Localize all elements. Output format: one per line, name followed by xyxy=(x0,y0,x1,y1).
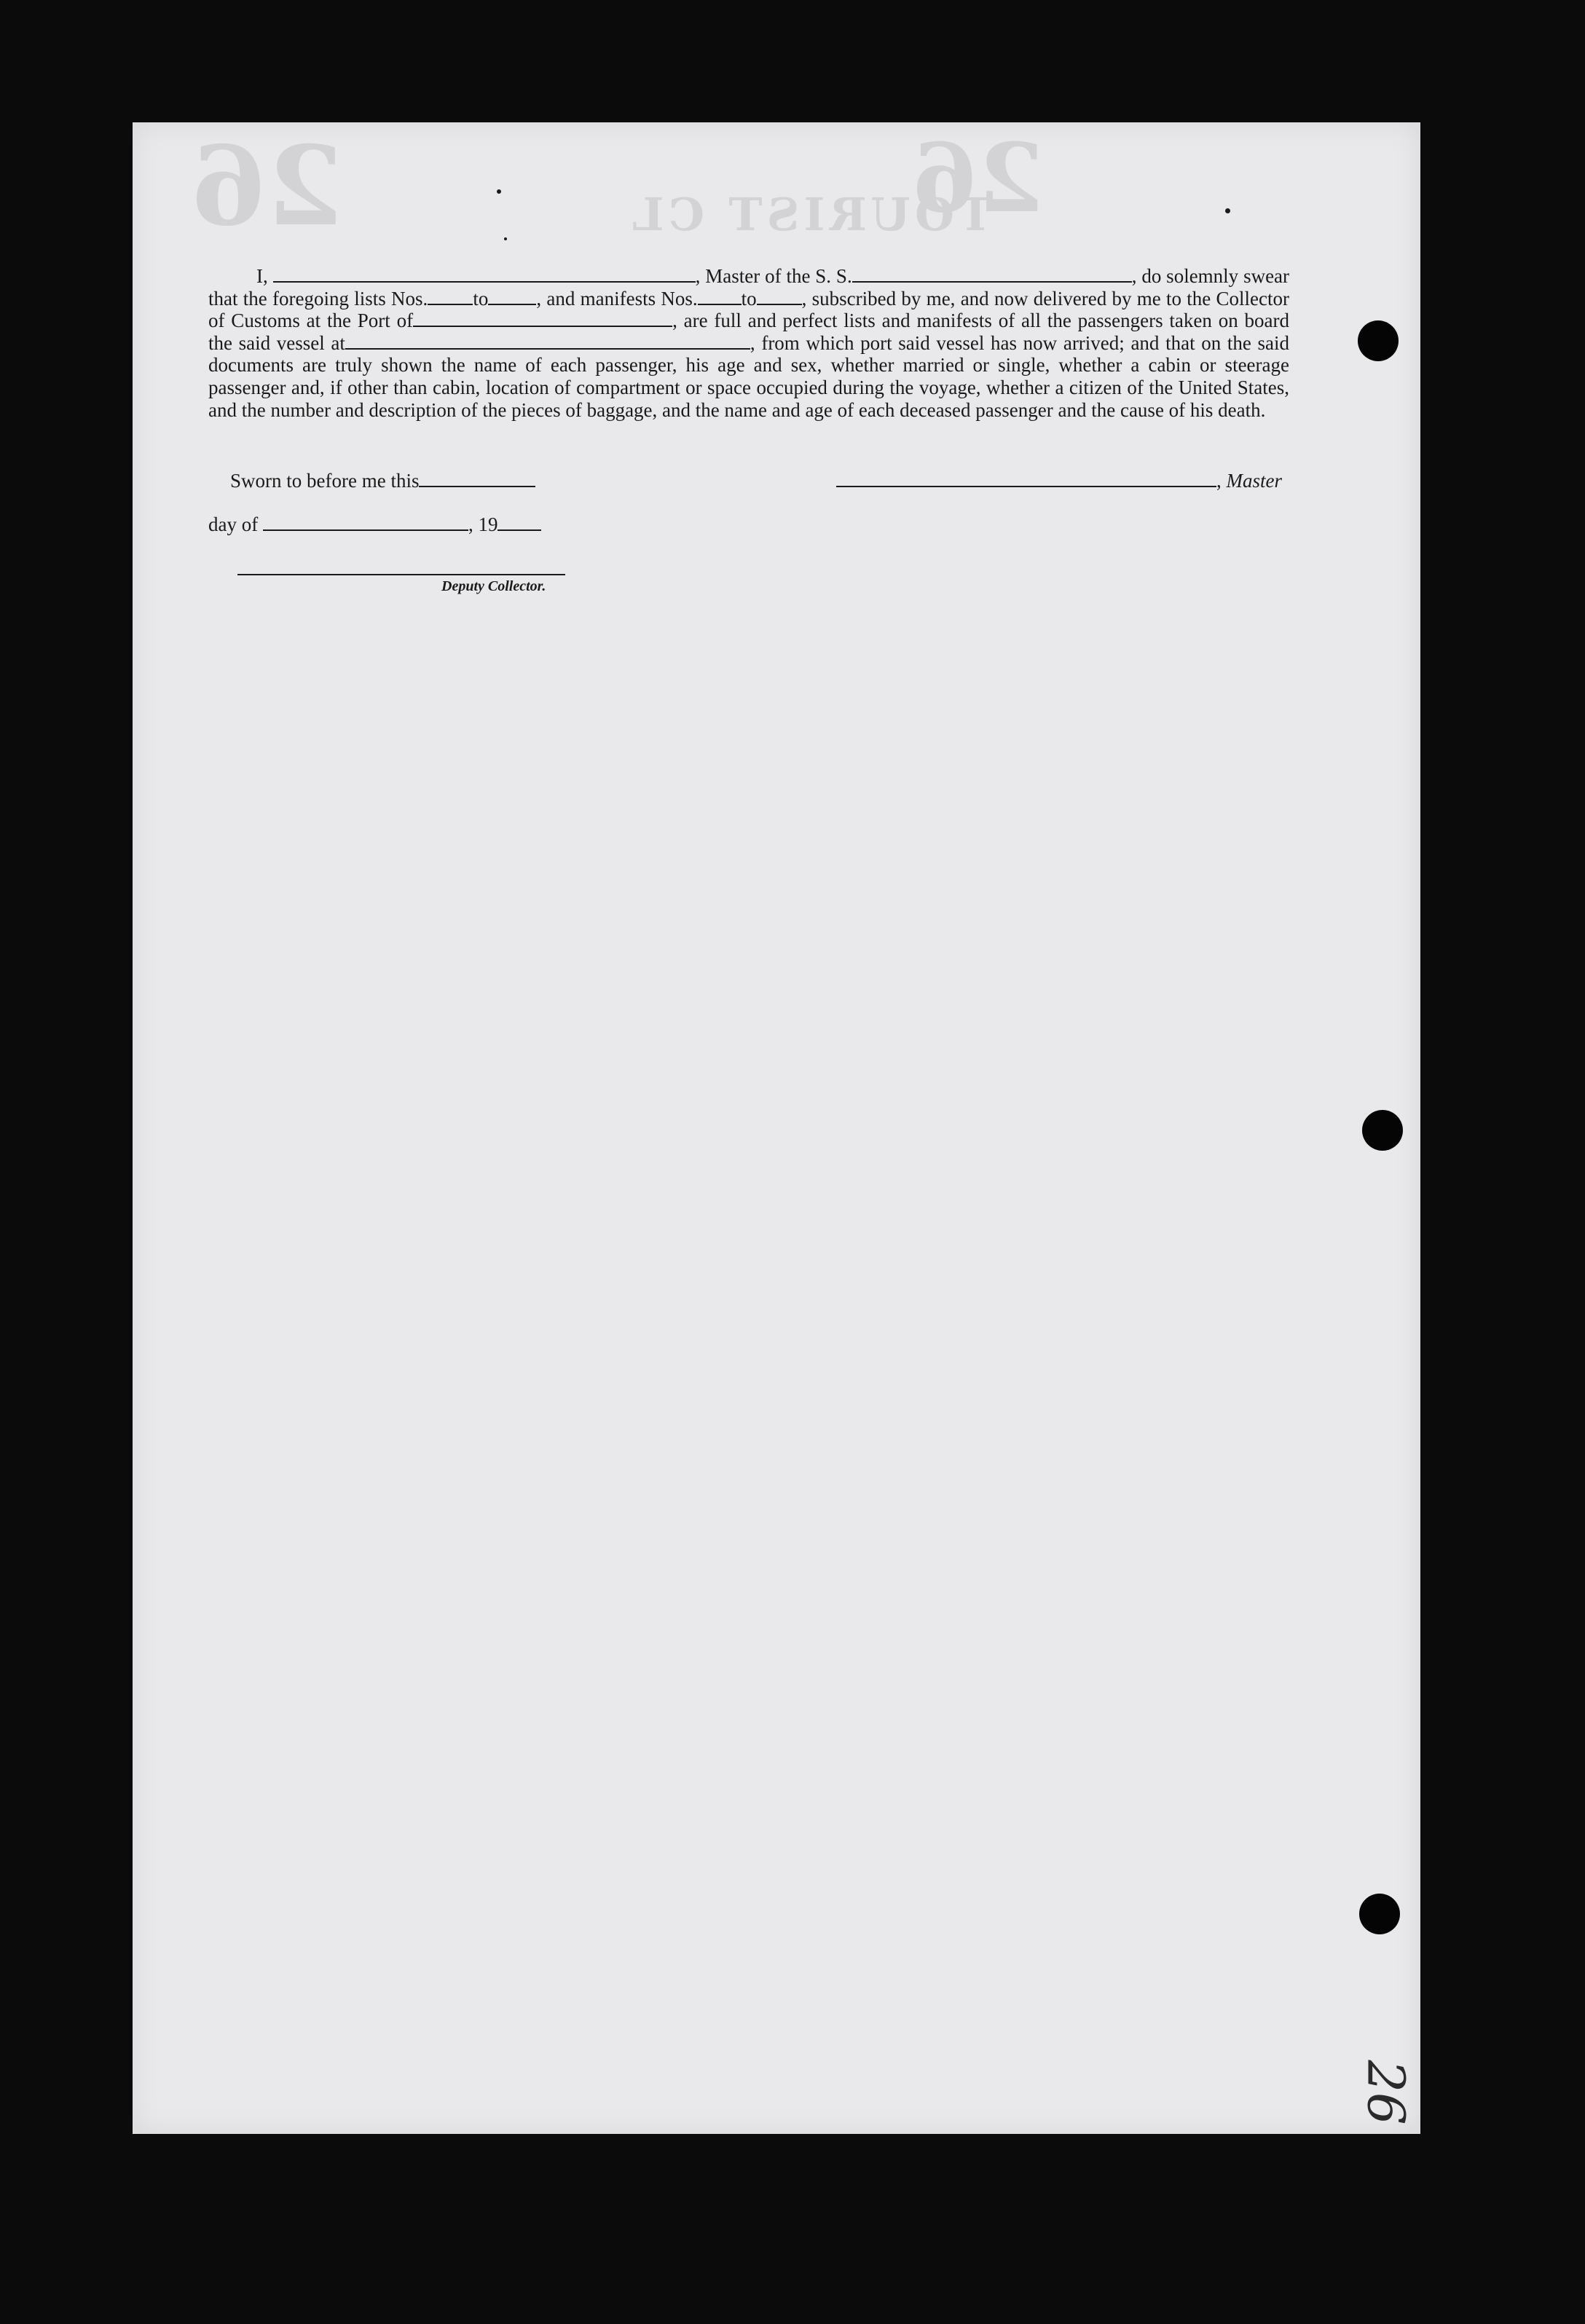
ink-speck xyxy=(504,237,507,240)
deputy-collector-label: Deputy Collector. xyxy=(441,578,546,594)
oath-text: , do solemnly xyxy=(1131,265,1239,287)
oath-paragraph xyxy=(208,265,1289,421)
punch-hole-bottom xyxy=(1359,1894,1400,1934)
bleed-through-title: TOURIST CL xyxy=(628,188,993,241)
sworn-line xyxy=(230,470,535,492)
day-of-label: day of xyxy=(208,513,259,535)
master-label: Master xyxy=(1226,470,1282,492)
manifest-sheet xyxy=(133,122,1420,2134)
port-blank[interactable] xyxy=(413,312,672,327)
day-of-line xyxy=(208,513,541,536)
oath-text: , Master of the S. S. xyxy=(695,265,852,287)
lists-from-blank[interactable] xyxy=(428,291,473,305)
year-blank[interactable] xyxy=(497,516,541,531)
deputy-signature-line[interactable] xyxy=(237,574,565,575)
oath-text: , and manifests Nos. xyxy=(536,287,698,310)
oath-text: I, xyxy=(256,265,268,287)
punch-hole-middle xyxy=(1362,1110,1403,1151)
oath-text: , are full and perfect lists and xyxy=(672,310,911,332)
departure-port-blank[interactable] xyxy=(345,335,750,350)
punch-hole-top xyxy=(1358,320,1399,361)
sworn-day-blank[interactable] xyxy=(419,473,535,487)
oath-text: swear that the foregoing lists Nos. xyxy=(208,265,1290,310)
oath-line xyxy=(208,265,1289,421)
oath-text: manifests of all the passengers taken on board the said vessel at xyxy=(208,310,1289,354)
lists-to-blank[interactable] xyxy=(488,291,536,305)
oath-text: delivered by me to the Collector of Customs at the Port of xyxy=(208,287,1290,332)
master-comma: , xyxy=(1216,470,1222,492)
year-label: , 19 xyxy=(468,513,498,535)
manifests-from-blank[interactable] xyxy=(698,291,742,305)
ink-speck xyxy=(1225,208,1230,213)
oath-text: , subscribed by me, and now xyxy=(801,287,1029,310)
oath-text: to xyxy=(741,287,757,310)
master-signature-blank[interactable] xyxy=(836,473,1216,487)
handwritten-page-number: 26 xyxy=(1356,2060,1416,2125)
oath-text: , from which xyxy=(750,331,854,354)
oath-text: to xyxy=(473,287,489,310)
ink-speck xyxy=(497,189,501,194)
bleed-through-number-right: 26 xyxy=(912,122,1044,234)
month-blank[interactable] xyxy=(263,516,468,531)
ship-name-blank[interactable] xyxy=(852,268,1132,283)
bleed-through-number: 26 xyxy=(191,122,343,251)
oath-text: port said vessel has now arrived; and that on the said documents are truly shown the name of each passenger, his age and sex, whether married or single, whether a cabin or steerage passenger and, if other than cabin, location of compartment or space occupied during the voyage, whether a citizen of the United States, and the number and description of the pieces of baggage, and the name and age of each deceased passenger and the cause of his death. xyxy=(208,331,1290,421)
master-name-blank[interactable] xyxy=(273,268,696,283)
master-signature-line xyxy=(836,470,1282,492)
manifests-to-blank[interactable] xyxy=(757,291,802,305)
sworn-label: Sworn to before me this xyxy=(230,470,420,492)
